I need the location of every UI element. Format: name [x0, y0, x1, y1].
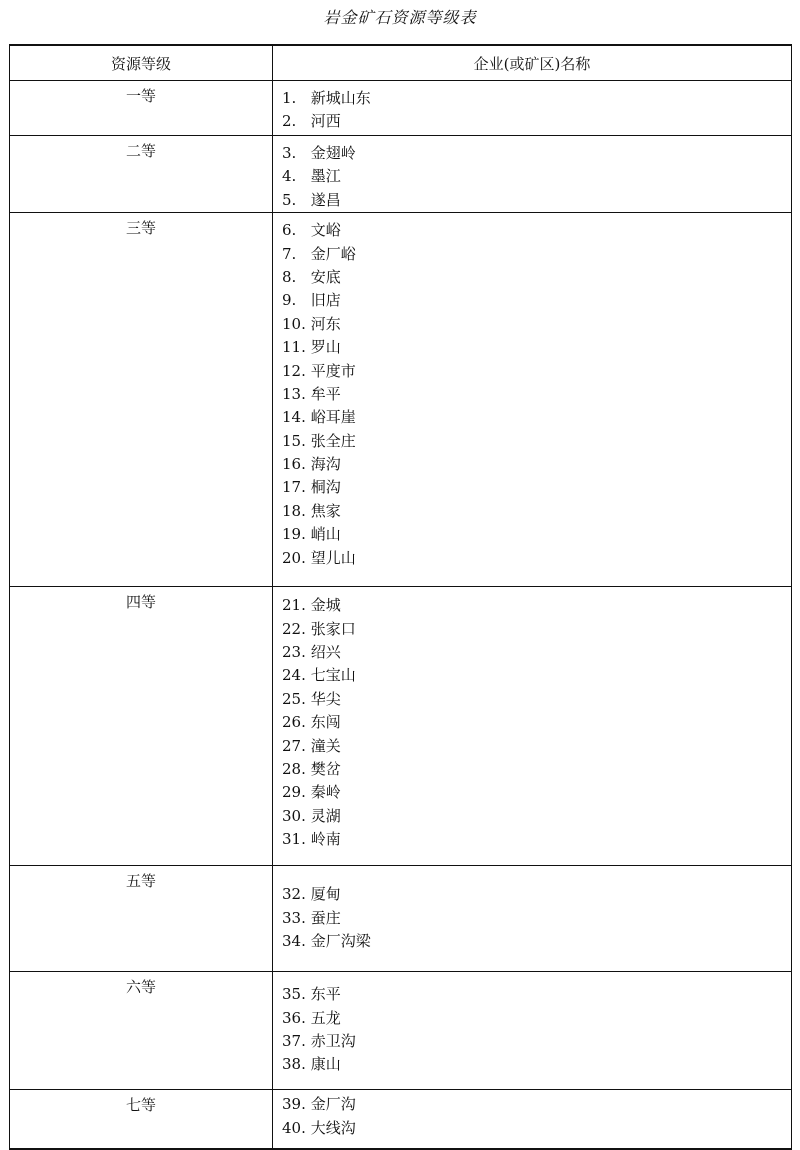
item-number: 24. — [282, 666, 306, 685]
list-item — [282, 618, 791, 641]
item-name: 文峪 — [310, 221, 341, 240]
item-name: 金厂沟 — [310, 1095, 356, 1114]
list-item — [282, 1117, 791, 1140]
list-item — [282, 1030, 791, 1053]
list-item — [282, 735, 791, 758]
item-number: 35. — [282, 985, 306, 1004]
item-number: 30. — [282, 806, 306, 825]
item-number: 19. — [282, 525, 306, 544]
enterprise-list-cell — [273, 213, 792, 587]
item-name: 大线沟 — [310, 1118, 356, 1137]
item-number: 28. — [282, 759, 306, 778]
list-item — [282, 781, 791, 804]
table-row — [10, 866, 792, 972]
item-name: 焦家 — [310, 501, 341, 520]
list-item — [282, 87, 791, 110]
list-item — [282, 360, 791, 383]
item-number: 5. — [282, 190, 297, 209]
item-number: 4. — [282, 167, 297, 186]
list-item — [282, 243, 791, 266]
item-number: 26. — [282, 713, 306, 732]
grade-level-cell: 一等 — [10, 81, 273, 136]
list-item — [282, 476, 791, 499]
item-name: 河西 — [310, 112, 341, 131]
list-item — [282, 189, 791, 212]
item-number: 20. — [282, 548, 306, 567]
item-number: 17. — [282, 478, 306, 497]
item-name: 五龙 — [310, 1008, 341, 1027]
list-item — [282, 664, 791, 687]
enterprise-list-cell — [273, 587, 792, 866]
item-name: 华尖 — [310, 689, 341, 708]
list-item — [282, 1007, 791, 1030]
item-number: 3. — [282, 144, 297, 162]
list-item — [282, 266, 791, 289]
list-item — [282, 805, 791, 828]
item-number: 12. — [282, 361, 306, 380]
list-item — [282, 883, 791, 906]
item-number: 10. — [282, 314, 306, 333]
table-row — [10, 213, 792, 587]
grade-level-cell: 七等 — [10, 1090, 273, 1149]
item-number: 2. — [282, 112, 297, 131]
table-row — [10, 136, 792, 213]
list-item — [282, 523, 791, 546]
item-name: 绍兴 — [310, 642, 341, 661]
item-name: 蚕庄 — [310, 908, 341, 927]
item-number: 33. — [282, 908, 306, 927]
header-name: 企业(或矿区)名称 — [273, 45, 792, 81]
list-item — [282, 1093, 791, 1116]
item-number: 18. — [282, 501, 306, 520]
item-name: 河东 — [310, 314, 341, 333]
table-body — [10, 81, 792, 1149]
item-name: 金翅岭 — [310, 144, 356, 162]
item-number: 40. — [282, 1118, 306, 1137]
list-item — [282, 547, 791, 570]
item-number: 29. — [282, 783, 306, 802]
item-name: 潼关 — [310, 736, 341, 755]
item-name: 灵湖 — [310, 806, 341, 825]
item-number: 25. — [282, 689, 306, 708]
item-name: 峭山 — [310, 525, 341, 544]
item-name: 秦岭 — [310, 783, 341, 802]
resource-grade-table — [9, 44, 792, 1150]
item-name: 平度市 — [310, 361, 356, 380]
item-number: 13. — [282, 384, 306, 403]
item-name: 金厂沟梁 — [310, 931, 371, 950]
item-name: 七宝山 — [310, 666, 356, 685]
item-name: 望儿山 — [310, 548, 356, 567]
item-name: 罗山 — [310, 338, 341, 357]
grade-level-cell: 二等 — [10, 136, 273, 213]
grade-level-cell: 四等 — [10, 587, 273, 866]
list-item — [282, 711, 791, 734]
item-number: 31. — [282, 830, 306, 849]
table-row — [10, 1090, 792, 1149]
item-name: 金厂峪 — [310, 244, 356, 263]
item-number: 27. — [282, 736, 306, 755]
item-number: 7. — [282, 244, 297, 263]
list-item — [282, 336, 791, 359]
item-name: 东平 — [310, 985, 341, 1004]
list-item — [282, 406, 791, 429]
list-item — [282, 688, 791, 711]
item-number: 8. — [282, 267, 297, 286]
page-title: 岩金矿石资源等级表 — [323, 8, 477, 27]
header-level: 资源等级 — [10, 45, 273, 81]
grade-level-cell: 三等 — [10, 213, 273, 587]
list-item — [282, 641, 791, 664]
list-item — [282, 983, 791, 1006]
item-name: 安底 — [310, 267, 341, 286]
table-row — [10, 972, 792, 1090]
item-number: 15. — [282, 431, 306, 450]
list-item — [282, 500, 791, 523]
item-number: 14. — [282, 408, 306, 427]
table-row — [10, 81, 792, 136]
item-number: 21. — [282, 596, 306, 615]
item-name: 新城山东 — [310, 89, 371, 107]
list-item — [282, 289, 791, 312]
list-item — [282, 165, 791, 188]
item-name: 牟平 — [310, 384, 341, 403]
grade-level-cell: 五等 — [10, 866, 273, 972]
item-name: 康山 — [310, 1055, 341, 1074]
item-name: 金城 — [310, 596, 341, 615]
item-number: 16. — [282, 455, 306, 474]
item-number: 36. — [282, 1008, 306, 1027]
enterprise-list-cell — [273, 1090, 792, 1149]
item-name: 厦甸 — [310, 885, 341, 904]
item-name: 樊岔 — [310, 759, 341, 778]
item-number: 34. — [282, 931, 306, 950]
item-number: 38. — [282, 1055, 306, 1074]
list-item — [282, 758, 791, 781]
item-number: 11. — [282, 338, 306, 357]
item-name: 旧店 — [310, 291, 341, 310]
item-name: 海沟 — [310, 455, 341, 474]
item-name: 遂昌 — [310, 190, 341, 209]
enterprise-list-cell — [273, 81, 792, 136]
list-item — [282, 828, 791, 851]
enterprise-list-cell — [273, 972, 792, 1090]
item-name: 赤卫沟 — [310, 1031, 356, 1050]
table-header-row — [10, 45, 792, 81]
item-number: 22. — [282, 619, 306, 638]
item-name: 桐沟 — [310, 478, 341, 497]
item-number: 37. — [282, 1031, 306, 1050]
list-item — [282, 313, 791, 336]
enterprise-list-cell — [273, 136, 792, 213]
list-item — [282, 142, 791, 165]
item-name: 张全庄 — [310, 431, 356, 450]
item-number: 39. — [282, 1095, 306, 1114]
list-item — [282, 594, 791, 617]
item-name: 东闯 — [310, 713, 341, 732]
list-item — [282, 110, 791, 133]
item-name: 墨江 — [310, 167, 341, 186]
enterprise-list-cell — [273, 866, 792, 972]
item-name: 峪耳崖 — [310, 408, 356, 427]
list-item — [282, 1053, 791, 1076]
item-name: 岭南 — [310, 830, 341, 849]
item-number: 9. — [282, 291, 297, 310]
list-item — [282, 430, 791, 453]
item-number: 32. — [282, 885, 306, 904]
list-item — [282, 383, 791, 406]
list-item — [282, 907, 791, 930]
item-number: 1. — [282, 89, 297, 107]
grade-level-cell: 六等 — [10, 972, 273, 1090]
item-number: 6. — [282, 221, 297, 240]
item-number: 23. — [282, 642, 306, 661]
item-name: 张家口 — [310, 619, 356, 638]
list-item — [282, 930, 791, 953]
list-item — [282, 219, 791, 242]
table-row — [10, 587, 792, 866]
list-item — [282, 453, 791, 476]
